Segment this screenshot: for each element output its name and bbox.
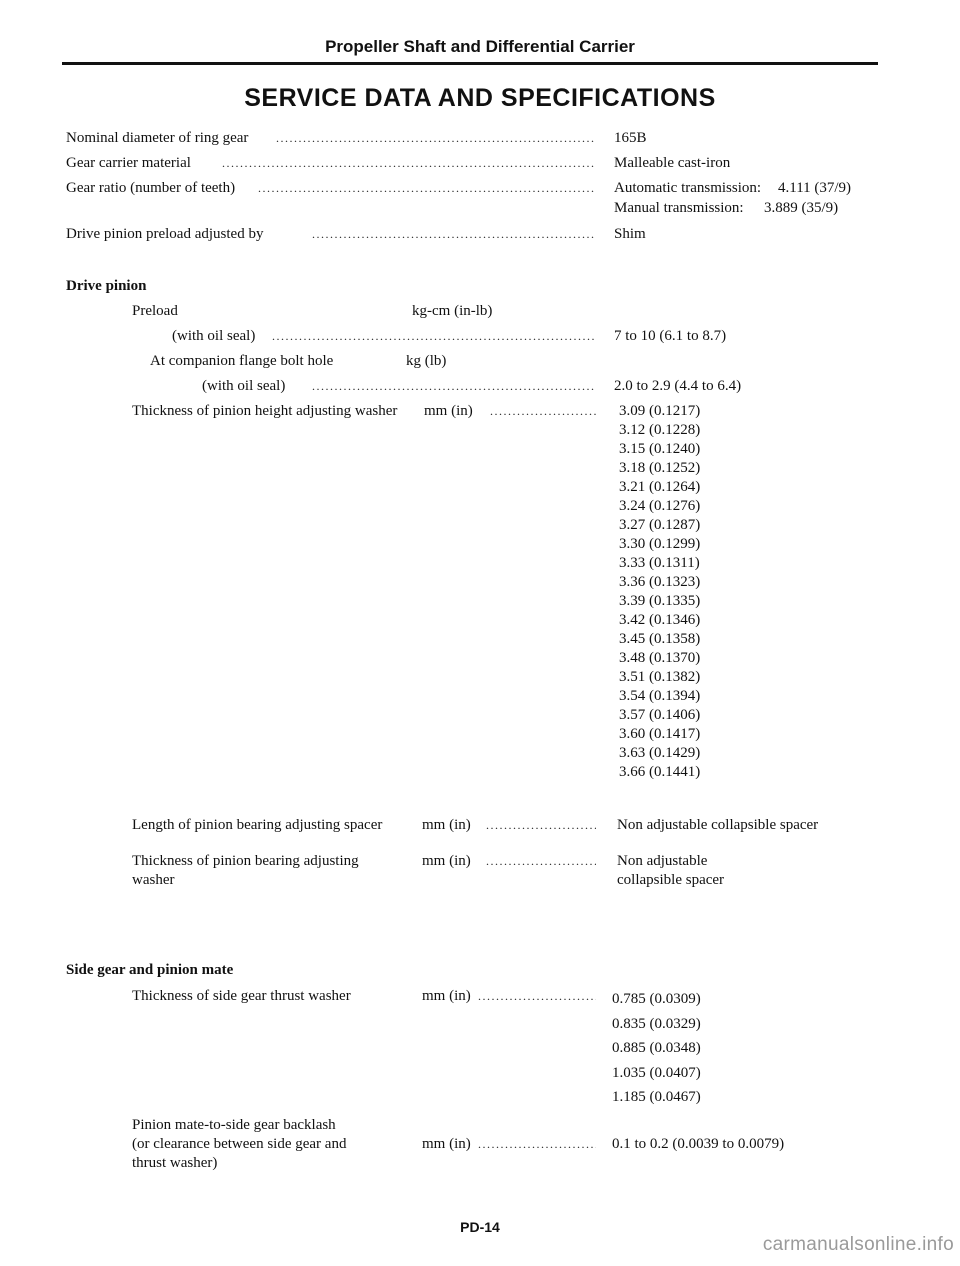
leader-dots xyxy=(222,154,596,173)
thrust-washer-values xyxy=(612,987,701,1110)
backlash-value: 0.1 to 0.2 (0.0039 to 0.0079) xyxy=(612,1136,785,1152)
value-row: 3.18 (0.1252) xyxy=(619,460,701,476)
value-row: 3.09 (0.1217) xyxy=(619,403,701,419)
ratio-label: Gear ratio (number of teeth) xyxy=(66,180,236,196)
value-row: 3.21 (0.1264) xyxy=(619,479,701,495)
value-row: 3.42 (0.1346) xyxy=(619,612,701,628)
value-row: 3.33 (0.1311) xyxy=(619,555,700,571)
running-header: Propeller Shaft and Differential Carrier xyxy=(325,37,635,56)
pinion-washer-label: Thickness of pinion height adjusting washer xyxy=(132,403,398,419)
backlash-label-cont: (or clearance between side gear and xyxy=(132,1136,347,1152)
value-row: 3.12 (0.1228) xyxy=(619,422,701,438)
oil-seal-label: (with oil seal) xyxy=(172,328,256,344)
value-row: 3.24 (0.1276) xyxy=(619,498,701,514)
value-row: 1.035 (0.0407) xyxy=(612,1064,701,1081)
flange-unit: kg (lb) xyxy=(406,353,447,369)
value-row: 3.51 (0.1382) xyxy=(619,669,701,685)
backlash-label: Pinion mate-to-side gear backlash xyxy=(132,1117,336,1133)
leader-dots xyxy=(276,129,596,148)
bearing-washer-label-cont: washer xyxy=(132,872,175,888)
value-row: 3.15 (0.1240) xyxy=(619,441,701,457)
watermark[interactable]: carmanualsonline.info xyxy=(762,1234,954,1255)
header-rule xyxy=(62,62,878,65)
oil-seal-value: 7 to 10 (6.1 to 8.7) xyxy=(614,328,727,344)
side-gear-heading: Side gear and pinion mate xyxy=(66,962,234,978)
leader-dots xyxy=(478,1135,596,1154)
ring-gear-label: Nominal diameter of ring gear xyxy=(66,130,249,146)
preload-adjusted-value: Shim xyxy=(614,226,646,242)
value-row: 3.60 (0.1417) xyxy=(619,726,701,742)
leader-dots xyxy=(258,179,596,198)
value-row: 3.54 (0.1394) xyxy=(619,688,701,704)
value-row: 0.835 (0.0329) xyxy=(612,1015,701,1032)
value-row: 3.48 (0.1370) xyxy=(619,650,701,666)
leader-dots xyxy=(312,377,596,396)
ratio-manual-label: Manual transmission: xyxy=(614,200,744,216)
ring-gear-value: 165B xyxy=(614,130,647,146)
value-row: 3.30 (0.1299) xyxy=(619,536,701,552)
value-row: 3.36 (0.1323) xyxy=(619,574,701,590)
leader-dots xyxy=(486,852,596,871)
thrust-washer-unit: mm (in) xyxy=(422,988,471,1004)
page-number: PD-14 xyxy=(460,1219,500,1235)
leader-dots xyxy=(490,402,596,421)
value-row: 0.785 (0.0309) xyxy=(612,991,701,1007)
backlash-unit: mm (in) xyxy=(422,1136,471,1152)
value-row: 3.27 (0.1287) xyxy=(619,517,701,533)
value-row: 3.39 (0.1335) xyxy=(619,593,701,609)
value-row: 1.185 (0.0467) xyxy=(612,1089,701,1105)
spacer-unit: mm (in) xyxy=(422,817,471,833)
ratio-manual-value: 3.889 (35/9) xyxy=(764,200,839,216)
drive-pinion-heading: Drive pinion xyxy=(66,278,147,294)
flange-oil-seal-label: (with oil seal) xyxy=(202,378,286,394)
flange-oil-seal-value: 2.0 to 2.9 (4.4 to 6.4) xyxy=(614,378,742,394)
value-row: 3.66 (0.1441) xyxy=(619,764,701,780)
bearing-washer-unit: mm (in) xyxy=(422,853,471,869)
bearing-washer-label: Thickness of pinion bearing adjusting xyxy=(132,853,359,869)
leader-dots xyxy=(272,327,596,346)
ratio-auto-value: 4.111 (37/9) xyxy=(778,180,852,196)
preload-adjusted-label: Drive pinion preload adjusted by xyxy=(66,226,264,242)
pinion-washer-unit: mm (in) xyxy=(424,403,473,419)
backlash-label-end: thrust washer) xyxy=(132,1155,218,1171)
leader-dots xyxy=(312,225,596,244)
value-row: 3.63 (0.1429) xyxy=(619,745,701,761)
value-row: 3.45 (0.1358) xyxy=(619,631,701,647)
value-row: 3.57 (0.1406) xyxy=(619,707,701,723)
spacer-value: Non adjustable collapsible spacer xyxy=(617,817,819,833)
value-row: 0.885 (0.0348) xyxy=(612,1040,701,1056)
bearing-washer-value-cont: collapsible spacer xyxy=(617,872,725,888)
preload-label: Preload xyxy=(132,303,178,319)
material-value: Malleable cast-iron xyxy=(614,155,731,171)
ratio-auto-label: Automatic transmission: xyxy=(614,180,762,196)
leader-dots xyxy=(478,987,596,1006)
pinion-washer-values xyxy=(619,402,700,782)
spacer-label: Length of pinion bearing adjusting spacer xyxy=(132,817,383,833)
page-title: SERVICE DATA AND SPECIFICATIONS xyxy=(244,84,716,112)
bearing-washer-value: Non adjustable xyxy=(617,853,708,869)
flange-label: At companion flange bolt hole xyxy=(150,353,334,369)
leader-dots xyxy=(486,816,596,835)
preload-unit: kg-cm (in-lb) xyxy=(412,303,493,319)
material-label: Gear carrier material xyxy=(66,155,191,171)
thrust-washer-label: Thickness of side gear thrust washer xyxy=(132,988,351,1004)
